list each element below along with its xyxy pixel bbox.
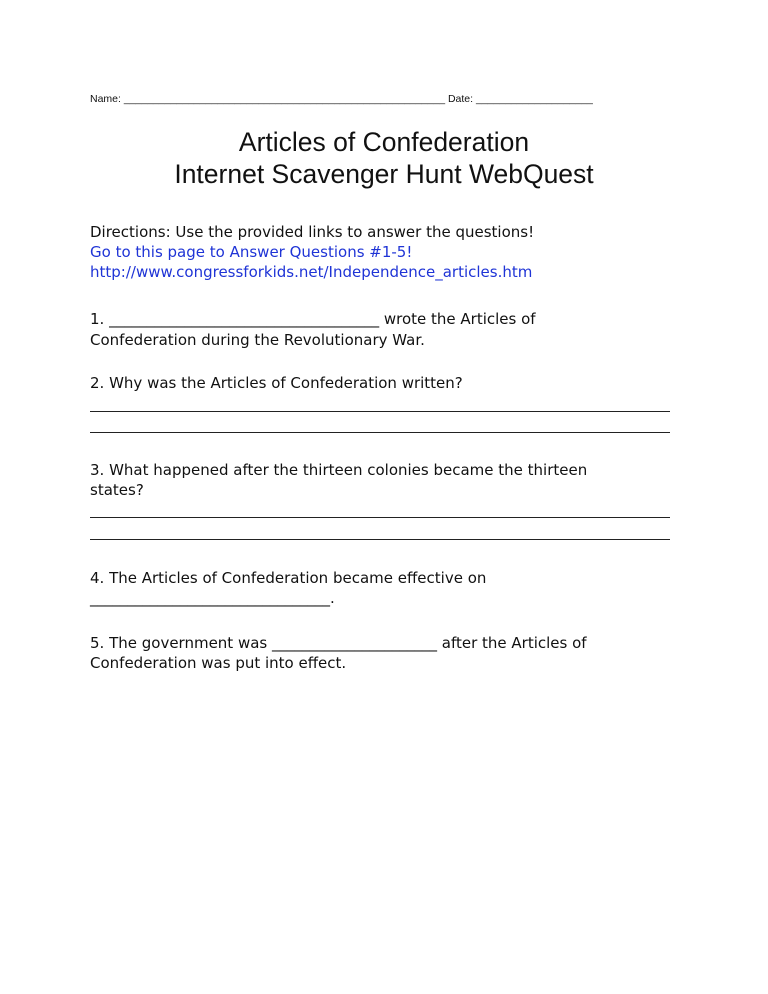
- date-label: Date:: [447, 93, 474, 105]
- question-2-prompt: 2. Why was the Articles of Confederation written?: [90, 374, 463, 392]
- directions-link[interactable]: Go to this page to Answer Questions #1-5!: [90, 243, 413, 261]
- directions-text: Directions: Use the provided links to answer the questions!: [90, 223, 535, 241]
- source-url-link[interactable]: http://www.congressforkids.net/Independence_articles.htm: [90, 263, 533, 281]
- question-5-line1: 5. The government was ______________________ after the Articles of: [90, 634, 587, 652]
- answer-line[interactable]: [90, 517, 670, 518]
- answer-line[interactable]: [90, 539, 670, 540]
- answer-line[interactable]: [90, 411, 670, 412]
- question-1-line1: 1. ____________________________________ wrote the Articles of: [90, 310, 536, 328]
- page-title-line1: Articles of Confederation: [238, 127, 530, 157]
- name-date-header: [90, 93, 593, 105]
- question-5-line2: Confederation was put into effect.: [90, 654, 347, 672]
- question-4-line1: 4. The Articles of Confederation became effective on: [90, 569, 487, 587]
- question-1-line2: Confederation during the Revolutionary War.: [90, 331, 425, 349]
- page-title-line2: Internet Scavenger Hunt WebQuest: [174, 159, 594, 189]
- answer-line[interactable]: [90, 432, 670, 433]
- date-blank[interactable]: ____________________: [476, 93, 593, 105]
- question-4-line2[interactable]: ________________________________.: [90, 589, 335, 607]
- name-blank[interactable]: _______________________________________________________: [123, 93, 446, 105]
- question-3-line1: 3. What happened after the thirteen colonies became the thirteen: [90, 461, 588, 479]
- question-3-line2: states?: [90, 481, 144, 499]
- name-label: Name:: [90, 93, 121, 105]
